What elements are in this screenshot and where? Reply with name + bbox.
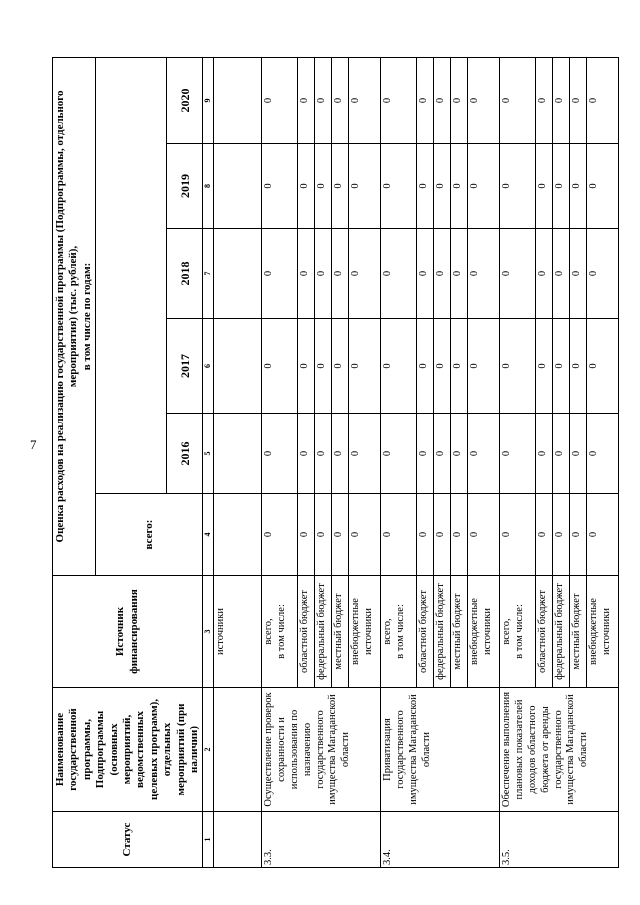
value-cell: 0 xyxy=(570,414,587,494)
value-cell: 0 xyxy=(536,494,553,576)
value-cell: 0 xyxy=(381,494,417,576)
value-cell: 0 xyxy=(468,229,500,319)
column-number: 5 xyxy=(203,414,214,494)
column-number: 7 xyxy=(203,229,214,319)
value-cell: 0 xyxy=(332,494,349,576)
value-cell: 0 xyxy=(570,144,587,229)
name-cell: Приватизация государственного имущества Магаданской области xyxy=(381,688,500,812)
value-cell: 0 xyxy=(349,319,381,414)
value-cell: 0 xyxy=(451,319,468,414)
name-cell: Обеспечение выполнения плановых показателей доходов областного бюджета от аренды государственного имущества Магаданской области xyxy=(500,688,619,812)
source-cell: областной бюджет xyxy=(417,576,434,688)
value-cell: 0 xyxy=(315,229,332,319)
value-cell: 0 xyxy=(262,144,298,229)
value-cell xyxy=(214,414,262,494)
header-name: Наименование государственной программы, Подпрограммы (основных мероприятий, ведомственных целевых программ), отдельных мероприятий (при наличии) xyxy=(53,688,203,812)
value-cell: 0 xyxy=(587,414,619,494)
value-cell: 0 xyxy=(570,229,587,319)
value-cell: 0 xyxy=(381,319,417,414)
value-cell: 0 xyxy=(381,57,417,143)
value-cell: 0 xyxy=(349,229,381,319)
value-cell: 0 xyxy=(417,144,434,229)
source-cell: внебюджетные источники xyxy=(349,576,381,688)
column-number: 9 xyxy=(203,57,214,143)
value-cell: 0 xyxy=(315,57,332,143)
column-number: 1 xyxy=(203,812,214,868)
value-cell: 0 xyxy=(315,319,332,414)
value-cell: 0 xyxy=(298,494,315,576)
name-cell xyxy=(214,688,262,812)
value-cell: 0 xyxy=(468,494,500,576)
value-cell xyxy=(214,494,262,576)
value-cell: 0 xyxy=(536,229,553,319)
value-cell: 0 xyxy=(262,57,298,143)
header-year: 2017 xyxy=(167,319,203,414)
value-cell: 0 xyxy=(587,57,619,143)
source-cell: местный бюджет xyxy=(332,576,349,688)
value-cell: 0 xyxy=(298,144,315,229)
source-cell: областной бюджет xyxy=(536,576,553,688)
value-cell: 0 xyxy=(451,494,468,576)
value-cell: 0 xyxy=(587,144,619,229)
value-cell: 0 xyxy=(500,414,536,494)
header-year: 2018 xyxy=(167,229,203,319)
value-cell: 0 xyxy=(332,319,349,414)
value-cell: 0 xyxy=(349,494,381,576)
value-cell: 0 xyxy=(262,229,298,319)
header-year: 2020 xyxy=(167,57,203,143)
table-body xyxy=(214,57,619,867)
value-cell: 0 xyxy=(434,414,451,494)
value-cell: 0 xyxy=(349,144,381,229)
header-status: Статус xyxy=(53,812,203,868)
status-cell: 3.4. xyxy=(381,812,500,868)
header-year: 2016 xyxy=(167,414,203,494)
value-cell: 0 xyxy=(468,144,500,229)
value-cell: 0 xyxy=(500,494,536,576)
value-cell: 0 xyxy=(417,414,434,494)
value-cell: 0 xyxy=(451,57,468,143)
value-cell: 0 xyxy=(468,57,500,143)
value-cell: 0 xyxy=(500,57,536,143)
value-cell: 0 xyxy=(500,144,536,229)
value-cell: 0 xyxy=(417,494,434,576)
value-cell: 0 xyxy=(315,414,332,494)
value-cell: 0 xyxy=(587,319,619,414)
source-cell: областной бюджет xyxy=(298,576,315,688)
status-cell xyxy=(214,812,262,868)
source-cell: федеральный бюджет xyxy=(553,576,570,688)
value-cell: 0 xyxy=(381,144,417,229)
source-cell: внебюджетные источники xyxy=(468,576,500,688)
value-cell: 0 xyxy=(332,144,349,229)
value-cell: 0 xyxy=(434,319,451,414)
value-cell: 0 xyxy=(381,229,417,319)
value-cell: 0 xyxy=(536,319,553,414)
value-cell: 0 xyxy=(570,319,587,414)
value-cell: 0 xyxy=(570,57,587,143)
value-cell: 0 xyxy=(315,494,332,576)
table-row xyxy=(262,57,298,867)
value-cell: 0 xyxy=(553,414,570,494)
value-cell: 0 xyxy=(587,229,619,319)
table-row xyxy=(500,57,536,867)
value-cell: 0 xyxy=(332,229,349,319)
value-cell: 0 xyxy=(451,229,468,319)
value-cell: 0 xyxy=(332,57,349,143)
value-cell: 0 xyxy=(381,414,417,494)
value-cell: 0 xyxy=(553,57,570,143)
status-cell: 3.3. xyxy=(262,812,381,868)
source-cell: федеральный бюджет xyxy=(434,576,451,688)
value-cell xyxy=(214,319,262,414)
column-number: 8 xyxy=(203,144,214,229)
column-number: 4 xyxy=(203,494,214,576)
carry-over-row xyxy=(214,57,262,867)
value-cell: 0 xyxy=(332,414,349,494)
header-source: Источник финансирования xyxy=(53,576,203,688)
header-year: 2019 xyxy=(167,144,203,229)
source-cell: местный бюджет xyxy=(570,576,587,688)
value-cell: 0 xyxy=(570,494,587,576)
source-cell: всего, в том числе: xyxy=(500,576,536,688)
source-cell: всего, в том числе: xyxy=(262,576,298,688)
value-cell: 0 xyxy=(417,319,434,414)
status-cell: 3.5. xyxy=(500,812,619,868)
expenses-table xyxy=(52,57,619,868)
column-number: 6 xyxy=(203,319,214,414)
rotated-table-wrapper xyxy=(52,58,613,868)
value-cell: 0 xyxy=(417,229,434,319)
header-total: всего: xyxy=(96,494,203,576)
name-cell: Осуществление проверок сохранности и использования по назначению государственного имущества Магаданской области xyxy=(262,688,381,812)
value-cell: 0 xyxy=(451,144,468,229)
value-cell: 0 xyxy=(553,494,570,576)
value-cell: 0 xyxy=(298,414,315,494)
source-cell: федеральный бюджет xyxy=(315,576,332,688)
value-cell: 0 xyxy=(451,414,468,494)
value-cell: 0 xyxy=(262,414,298,494)
value-cell: 0 xyxy=(536,414,553,494)
value-cell: 0 xyxy=(536,57,553,143)
value-cell: 0 xyxy=(468,319,500,414)
value-cell: 0 xyxy=(298,319,315,414)
value-cell: 0 xyxy=(434,494,451,576)
column-number: 2 xyxy=(203,688,214,812)
value-cell xyxy=(214,57,262,143)
source-cell: внебюджетные источники xyxy=(587,576,619,688)
page-number: 7 xyxy=(30,437,37,452)
value-cell: 0 xyxy=(587,494,619,576)
value-cell: 0 xyxy=(434,229,451,319)
source-cell: источники xyxy=(214,576,262,688)
value-cell: 0 xyxy=(553,319,570,414)
value-cell: 0 xyxy=(298,229,315,319)
value-cell: 0 xyxy=(262,319,298,414)
value-cell: 0 xyxy=(468,414,500,494)
value-cell: 0 xyxy=(417,57,434,143)
value-cell: 0 xyxy=(434,57,451,143)
value-cell: 0 xyxy=(349,414,381,494)
header-years-spacer xyxy=(96,57,167,493)
value-cell xyxy=(214,229,262,319)
source-cell: местный бюджет xyxy=(451,576,468,688)
table-row xyxy=(381,57,417,867)
value-cell: 0 xyxy=(536,144,553,229)
value-cell: 0 xyxy=(434,144,451,229)
value-cell: 0 xyxy=(553,144,570,229)
value-cell: 0 xyxy=(262,494,298,576)
value-cell: 0 xyxy=(349,57,381,143)
value-cell: 0 xyxy=(298,57,315,143)
value-cell: 0 xyxy=(553,229,570,319)
value-cell: 0 xyxy=(500,319,536,414)
value-cell: 0 xyxy=(500,229,536,319)
value-cell xyxy=(214,144,262,229)
value-cell: 0 xyxy=(315,144,332,229)
source-cell: всего, в том числе: xyxy=(381,576,417,688)
column-number: 3 xyxy=(203,576,214,688)
header-estimate: Оценка расходов на реализацию государственной программы (Подпрограммы, отдельного мероприятия) (тыс. рублей), в том числе по годам: xyxy=(53,57,96,575)
